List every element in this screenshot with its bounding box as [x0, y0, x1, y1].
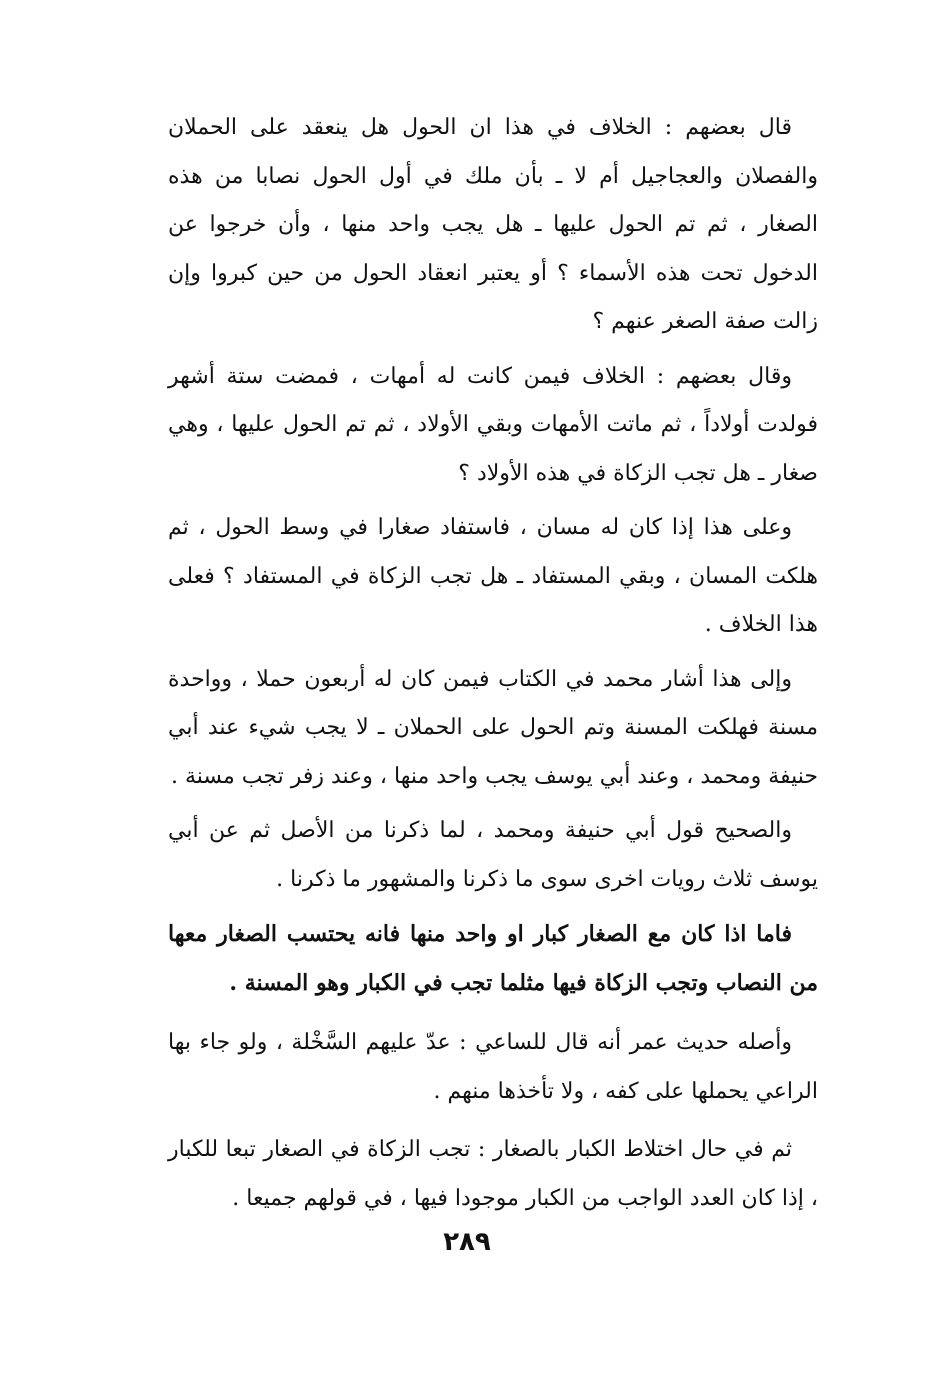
- paragraph-6: فاما اذا كان مع الصغار كبار او واحد منها فانه يحتسب الصغار معها من النصاب وتجب الزكاة فيها مثلما تجب في الكبار وهو المسنة .: [168, 921, 818, 996]
- paragraph-3: وعلى هذا إذا كان له مسان ، فاستفاد صغارا في وسط الحول ، ثم هلكت المسان ، وبقي المستفاد ـ هل تجب الزكاة في المستفاد ؟ فعلى هذا الخلاف .: [168, 515, 818, 637]
- paragraph-2: وقال بعضهم : الخلاف فيمن كانت له أمهات ، فمضت ستة أشهر فولدت أولاداً ، ثم ماتت الأمهات وبقي الأولاد ، ثم تم الحول عليها ، وهي صغار ـ هل تجب الزكاة في هذه الأولاد ؟: [168, 363, 818, 486]
- paragraph-8: ثم في حال اختلاط الكبار بالصغار : تجب الزكاة في الصغار تبعا للكبار ، إذا كان العدد الواجب من الكبار موجودا فيها ، في قولهم جميعا .: [168, 1137, 818, 1211]
- paragraph-7: وأصله حديث عمر أنه قال للساعي : عدّ عليهم السَّخْلة ، ولو جاء بها الراعي يحملها على كفه ، ولا تأخذها منهم .: [168, 1030, 818, 1104]
- page-number: ٢٨٩: [443, 1227, 491, 1257]
- paragraph-4: وإلى هذا أشار محمد في الكتاب فيمن كان له أربعون حملا ، وواحدة مسنة فهلكت المسنة وتم الحول على الحملان ـ لا يجب شيء عند أبي حنيفة ومحمد ، وعند أبي يوسف يجب واحد منها ، وعند زفر تجب مسنة .: [168, 666, 818, 789]
- paragraph-1: قال بعضهم : الخلاف في هذا ان الحول هل ينعقد على الحملان والفصلان والعجاجيل أم لا ـ بأن ملك في أول الحول نصابا من هذه الصغار ، ثم تم الحول عليها ـ هل يجب واحد منها ، وأن خرجوا عن الدخول تحت هذه الأسماء ؟ أو يعتبر انعقاد الحول من حين كبروا وإن زالت صفة الصغر عنهم ؟: [168, 115, 818, 334]
- paragraph-5: والصحيح قول أبي حنيفة ومحمد ، لما ذكرنا من الأصل ثم عن أبي يوسف ثلاث رويات اخرى سوى ما ذكرنا والمشهور ما ذكرنا .: [168, 818, 818, 892]
- body-text: [168, 104, 818, 1223]
